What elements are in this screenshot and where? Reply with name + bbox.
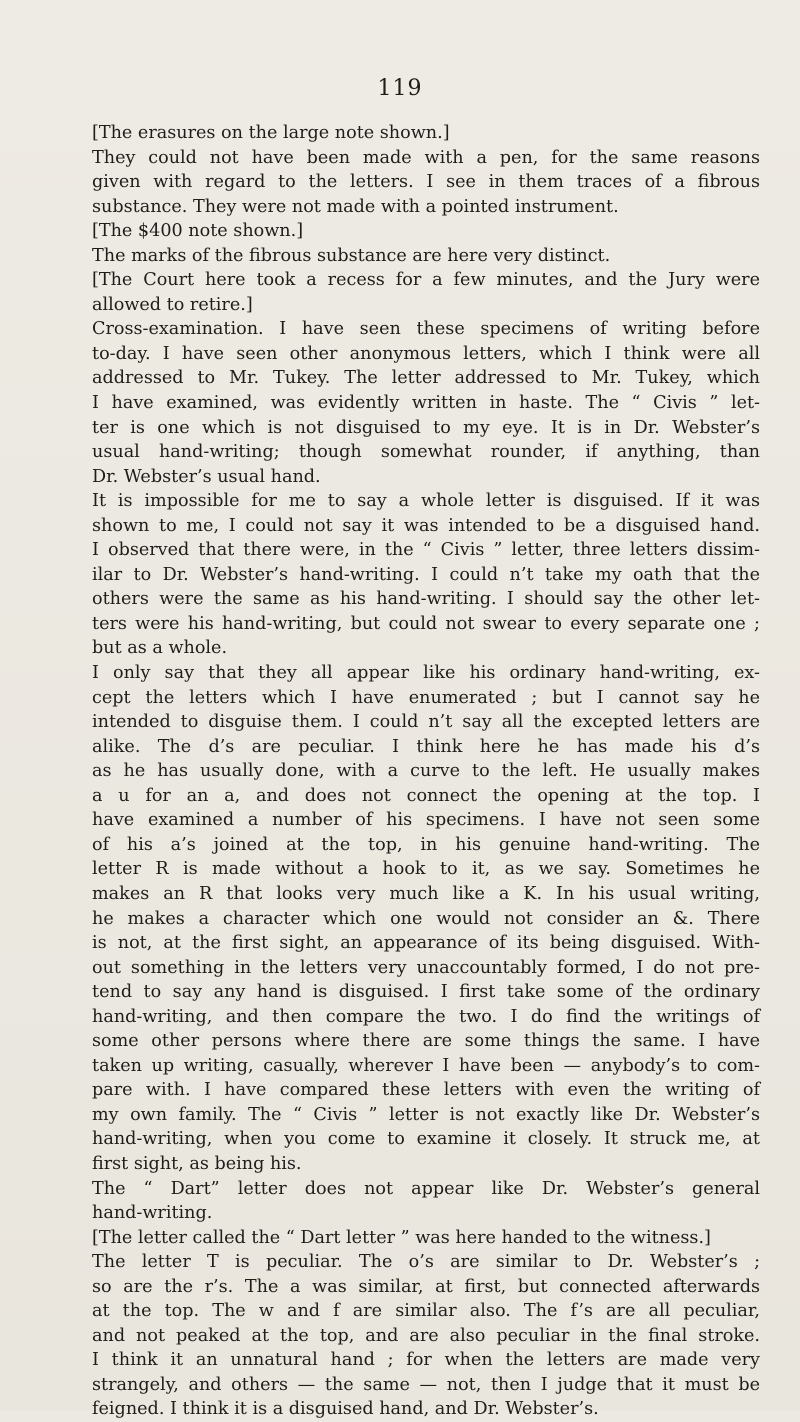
text-line: substance. They were not made with a pointed instrument. [92,196,619,217]
text-line: intended to disguise them. I could n’t say all the excepted letters are [92,712,760,733]
text-line: Cross-examination. I have seen these specimens of writing before [92,319,760,340]
text-line: addressed to Mr. Tukey. The letter addressed to Mr. Tukey, which [92,368,760,389]
text-line: cept the letters which I have enumerated ; but I cannot say he [92,687,760,708]
text-line: at the top. The w and f are similar also. The f’s are all peculiar, [92,1301,760,1322]
text-paragraph [70,317,760,489]
text-line: I only say that they all appear like his ordinary hand-writing, ex- [92,663,760,684]
text-line: have examined a number of his specimens. I have not seen some [92,810,760,831]
text-paragraph [70,661,760,1176]
text-line: makes an R that looks very much like a K. In his usual writing, [92,883,760,904]
text-line: allowed to retire.] [92,294,253,315]
text-line: hand-writing. [92,1203,213,1224]
text-line: he makes a character which one would not consider an &. There [92,908,760,929]
page-body-text [70,121,760,1422]
text-line: of his a’s joined at the top, in his genuine hand-writing. The [92,834,760,855]
text-paragraph [70,1226,760,1251]
text-line: others were the same as his hand-writing. I should say the other let- [92,589,760,610]
text-line: ter is one which is not disguised to my eye. It is in Dr. Webster’s [92,417,760,438]
text-paragraph [70,219,760,244]
text-line: a u for an a, and does not connect the opening at the top. I [92,785,760,806]
text-line: [The $400 note shown.] [92,221,304,242]
text-line: The “ Dart” letter does not appear like Dr. Webster’s general [92,1178,760,1199]
text-line: hand-writing, and then compare the two. I do find the writings of [92,1006,760,1027]
text-line: pare with. I have compared these letters with even the writing of [92,1080,760,1101]
text-line: ters were his hand-writing, but could not swear to every separate one ; [92,613,760,634]
text-line: hand-writing, when you come to examine it closely. It struck me, at [92,1129,760,1150]
text-line: The letter T is peculiar. The o’s are similar to Dr. Webster’s ; [92,1252,760,1273]
text-line: to-day. I have seen other anonymous letters, which I think were all [92,343,760,364]
text-line: feigned. I think it is a disguised hand, and Dr. Webster’s. [92,1399,599,1420]
text-line: is not, at the first sight, an appearance of its being disguised. With- [92,933,760,954]
text-line: but as a whole. [92,638,228,659]
text-line: alike. The d’s are peculiar. I think here he has made his d’s [92,736,760,757]
text-line: strangely, and others — the same — not, then I judge that it must be [92,1374,760,1395]
text-line: I think it an unnatural hand ; for when the letters are made very [92,1350,760,1371]
text-line: tend to say any hand is disguised. I first take some of the ordinary [92,982,760,1003]
text-paragraph [70,1250,760,1422]
text-line: Dr. Webster’s usual hand. [92,466,321,487]
text-line: and not peaked at the top, and are also peculiar in the final stroke. [92,1325,760,1346]
text-line: The marks of the fibrous substance are here very distinct. [92,245,611,266]
text-line: my own family. The “ Civis ” letter is not exactly like Dr. Webster’s [92,1104,760,1125]
text-line: out something in the letters very unaccountably formed, I do not pre- [92,957,760,978]
text-line: It is impossible for me to say a whole letter is disguised. If it was [92,491,760,512]
text-line: as he has usually done, with a curve to the left. He usually makes [92,761,760,782]
text-line: [The letter called the “ Dart letter ” was here handed to the witness.] [92,1227,711,1248]
text-paragraph [70,146,760,220]
page-number: 119 [377,76,423,101]
text-line: [The Court here took a recess for a few minutes, and the Jury were [92,270,760,291]
text-line: usual hand-writing; though somewhat rounder, if anything, than [92,442,760,463]
text-line: ilar to Dr. Webster’s hand-writing. I could n’t take my oath that the [92,564,760,585]
text-paragraph [70,268,760,317]
text-paragraph [70,121,760,146]
text-paragraph [70,244,760,269]
text-paragraph [70,1177,760,1226]
text-line: I have examined, was evidently written in haste. The “ Civis ” let- [92,393,760,414]
text-line: taken up writing, casually, wherever I have been — anybody’s to com- [92,1055,760,1076]
text-line: I observed that there were, in the “ Civis ” letter, three letters dissim- [92,540,760,561]
text-line: first sight, as being his. [92,1153,302,1174]
text-line: letter R is made without a hook to it, as we say. Sometimes he [92,859,760,880]
text-line: [The erasures on the large note shown.] [92,123,450,143]
text-line: They could not have been made with a pen, for the same reasons [92,147,760,168]
text-line: some other persons where there are some things the same. I have [92,1031,760,1052]
text-line: given with regard to the letters. I see in them traces of a fibrous [92,172,760,193]
text-line: so are the r’s. The a was similar, at first, but connected afterwards [92,1276,760,1297]
text-line: shown to me, I could not say it was intended to be a disguised hand. [92,515,760,536]
text-paragraph [70,489,760,661]
